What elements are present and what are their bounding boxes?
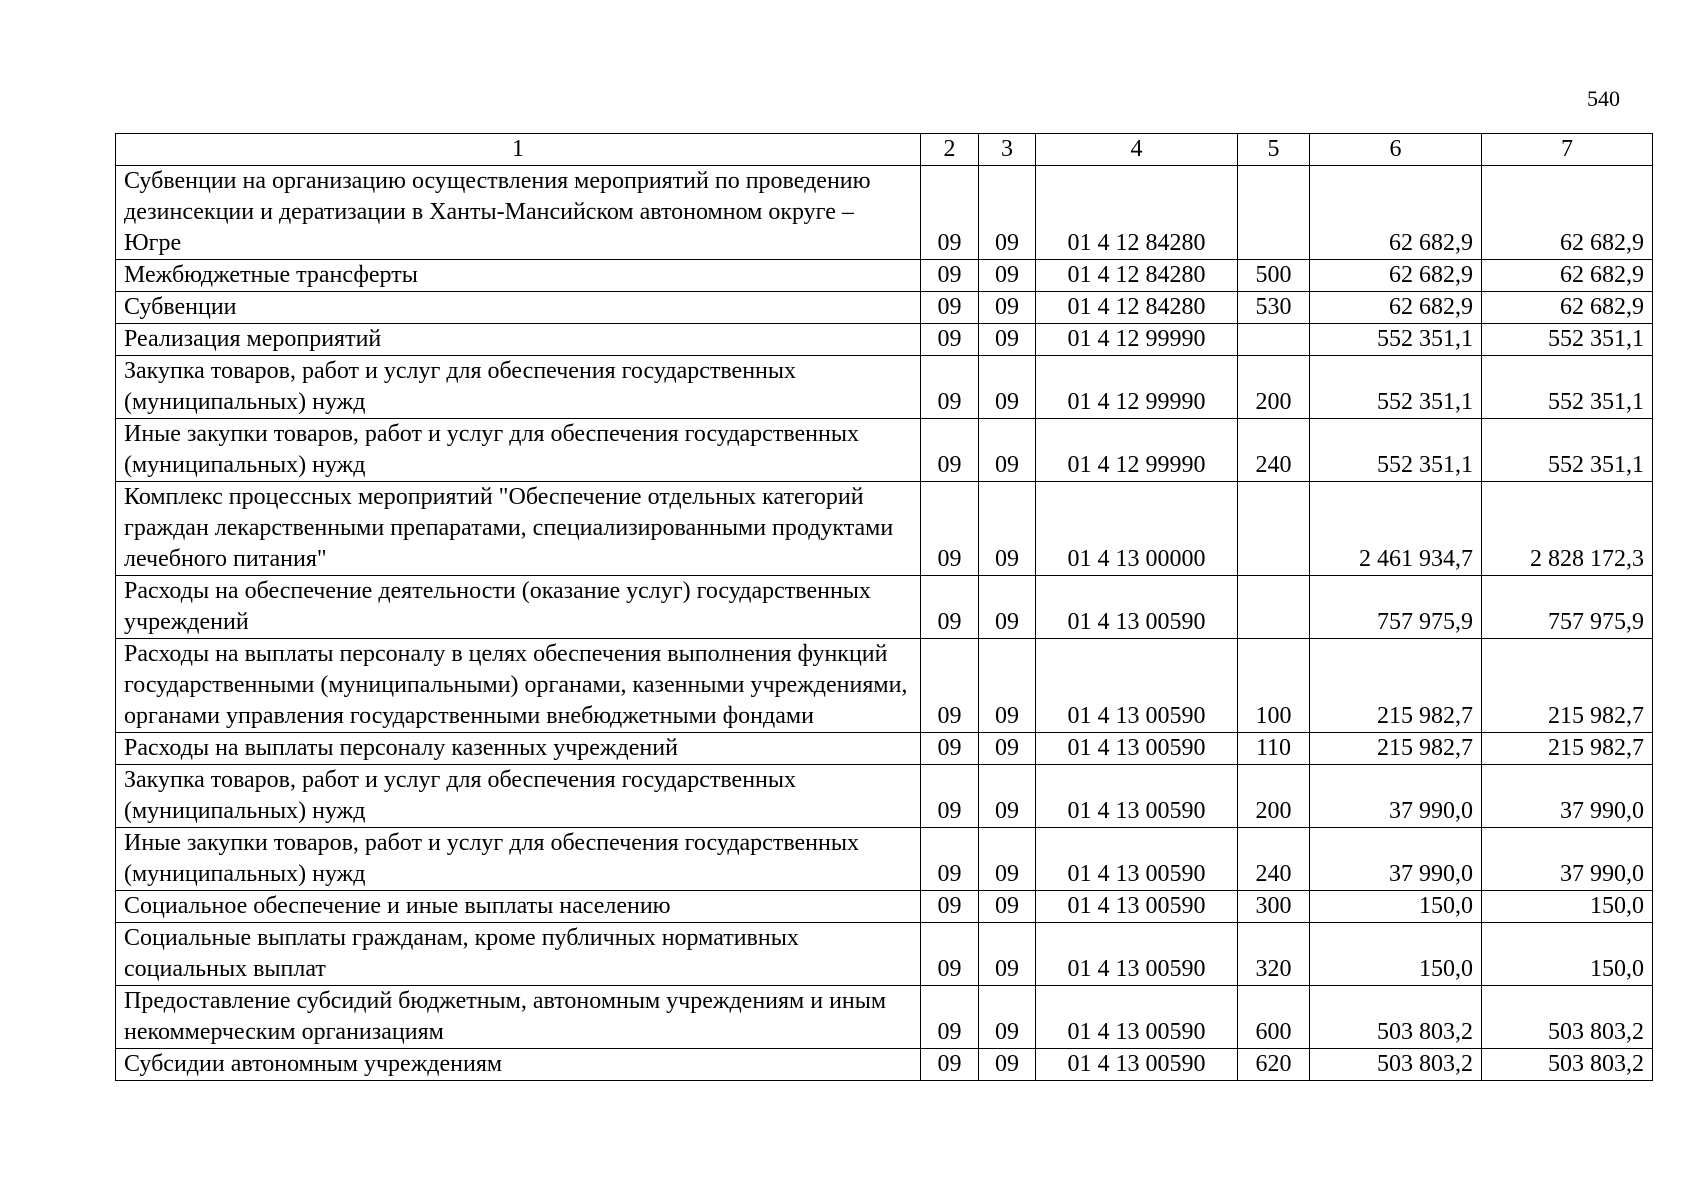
row-section: 09	[921, 482, 979, 576]
column-header-5: 5	[1238, 134, 1310, 166]
row-name: Социальное обеспечение и иные выплаты населению	[116, 891, 921, 923]
row-name: Реализация мероприятий	[116, 324, 921, 356]
row-target-article: 01 4 13 00590	[1036, 986, 1238, 1049]
row-expense-type: 240	[1238, 419, 1310, 482]
row-section: 09	[921, 639, 979, 733]
row-amount-col7: 552 351,1	[1482, 324, 1653, 356]
table-row	[116, 260, 1653, 292]
row-target-article: 01 4 13 00590	[1036, 733, 1238, 765]
row-subsection: 09	[979, 482, 1036, 576]
row-name: Межбюджетные трансферты	[116, 260, 921, 292]
row-name: Субвенции	[116, 292, 921, 324]
row-subsection: 09	[979, 923, 1036, 986]
row-subsection: 09	[979, 166, 1036, 260]
row-name: Предоставление субсидий бюджетным, автономным учреждениям и иным некоммерческим организациям	[116, 986, 921, 1049]
row-expense-type: 300	[1238, 891, 1310, 923]
row-section: 09	[921, 986, 979, 1049]
row-name: Комплекс процессных мероприятий "Обеспечение отдельных категорий граждан лекарственными препаратами, специализированными продуктами лечебного питания"	[116, 482, 921, 576]
row-amount-col7: 62 682,9	[1482, 166, 1653, 260]
table-row	[116, 923, 1653, 986]
row-target-article: 01 4 13 00000	[1036, 482, 1238, 576]
row-expense-type	[1238, 482, 1310, 576]
row-amount-col7: 150,0	[1482, 923, 1653, 986]
row-section: 09	[921, 419, 979, 482]
row-amount-col7: 62 682,9	[1482, 260, 1653, 292]
column-header-1: 1	[116, 134, 921, 166]
row-section: 09	[921, 828, 979, 891]
row-expense-type: 620	[1238, 1049, 1310, 1081]
table-row	[116, 639, 1653, 733]
row-section: 09	[921, 356, 979, 419]
row-target-article: 01 4 12 84280	[1036, 166, 1238, 260]
row-expense-type: 100	[1238, 639, 1310, 733]
row-subsection: 09	[979, 733, 1036, 765]
row-amount-col7: 552 351,1	[1482, 419, 1653, 482]
row-name: Расходы на обеспечение деятельности (оказание услуг) государственных учреждений	[116, 576, 921, 639]
table-row	[116, 576, 1653, 639]
row-section: 09	[921, 166, 979, 260]
row-amount-col6: 37 990,0	[1310, 765, 1482, 828]
row-expense-type: 200	[1238, 765, 1310, 828]
row-name: Закупка товаров, работ и услуг для обеспечения государственных (муниципальных) нужд	[116, 356, 921, 419]
row-target-article: 01 4 13 00590	[1036, 639, 1238, 733]
row-target-article: 01 4 13 00590	[1036, 576, 1238, 639]
row-amount-col6: 215 982,7	[1310, 733, 1482, 765]
row-amount-col7: 215 982,7	[1482, 733, 1653, 765]
budget-table	[115, 133, 1653, 1081]
row-expense-type: 240	[1238, 828, 1310, 891]
page-number: 540	[1587, 86, 1620, 111]
row-name: Закупка товаров, работ и услуг для обеспечения государственных (муниципальных) нужд	[116, 765, 921, 828]
row-expense-type	[1238, 324, 1310, 356]
row-subsection: 09	[979, 765, 1036, 828]
row-name: Социальные выплаты гражданам, кроме публичных нормативных социальных выплат	[116, 923, 921, 986]
row-expense-type	[1238, 166, 1310, 260]
row-expense-type: 500	[1238, 260, 1310, 292]
row-subsection: 09	[979, 1049, 1036, 1081]
row-section: 09	[921, 292, 979, 324]
row-expense-type: 200	[1238, 356, 1310, 419]
row-amount-col6: 150,0	[1310, 923, 1482, 986]
row-target-article: 01 4 12 99990	[1036, 419, 1238, 482]
row-amount-col6: 150,0	[1310, 891, 1482, 923]
row-section: 09	[921, 576, 979, 639]
column-header-2: 2	[921, 134, 979, 166]
table-row	[116, 733, 1653, 765]
table-row	[116, 765, 1653, 828]
table-row	[116, 891, 1653, 923]
row-amount-col7: 150,0	[1482, 891, 1653, 923]
column-header-7: 7	[1482, 134, 1653, 166]
row-subsection: 09	[979, 324, 1036, 356]
row-amount-col6: 552 351,1	[1310, 356, 1482, 419]
row-section: 09	[921, 260, 979, 292]
row-subsection: 09	[979, 639, 1036, 733]
row-expense-type: 320	[1238, 923, 1310, 986]
row-expense-type: 600	[1238, 986, 1310, 1049]
column-header-3: 3	[979, 134, 1036, 166]
row-name: Иные закупки товаров, работ и услуг для обеспечения государственных (муниципальных) нужд	[116, 419, 921, 482]
row-subsection: 09	[979, 891, 1036, 923]
table-body	[116, 166, 1653, 1081]
row-expense-type: 110	[1238, 733, 1310, 765]
row-target-article: 01 4 13 00590	[1036, 923, 1238, 986]
row-amount-col6: 62 682,9	[1310, 260, 1482, 292]
row-name: Расходы на выплаты персоналу в целях обеспечения выполнения функций государственными (муниципальными) органами, казенными учреждениями, органами управления государственными внебюджетными фондами	[116, 639, 921, 733]
row-amount-col7: 503 803,2	[1482, 1049, 1653, 1081]
table-row	[116, 986, 1653, 1049]
row-expense-type	[1238, 576, 1310, 639]
row-subsection: 09	[979, 576, 1036, 639]
row-amount-col6: 552 351,1	[1310, 419, 1482, 482]
row-section: 09	[921, 891, 979, 923]
row-section: 09	[921, 733, 979, 765]
table-row	[116, 482, 1653, 576]
row-target-article: 01 4 13 00590	[1036, 891, 1238, 923]
row-subsection: 09	[979, 828, 1036, 891]
row-name: Расходы на выплаты персоналу казенных учреждений	[116, 733, 921, 765]
row-amount-col7: 37 990,0	[1482, 828, 1653, 891]
row-amount-col7: 215 982,7	[1482, 639, 1653, 733]
row-name: Субсидии автономным учреждениям	[116, 1049, 921, 1081]
row-amount-col6: 62 682,9	[1310, 292, 1482, 324]
row-amount-col6: 62 682,9	[1310, 166, 1482, 260]
row-amount-col6: 757 975,9	[1310, 576, 1482, 639]
row-amount-col6: 552 351,1	[1310, 324, 1482, 356]
header-row	[116, 134, 1653, 166]
table-row	[116, 356, 1653, 419]
column-header-6: 6	[1310, 134, 1482, 166]
row-name: Субвенции на организацию осуществления мероприятий по проведению дезинсекции и дератизации в Ханты-Мансийском автономном округе – Югре	[116, 166, 921, 260]
row-amount-col6: 215 982,7	[1310, 639, 1482, 733]
row-subsection: 09	[979, 260, 1036, 292]
row-amount-col6: 503 803,2	[1310, 1049, 1482, 1081]
row-target-article: 01 4 12 99990	[1036, 356, 1238, 419]
row-name: Иные закупки товаров, работ и услуг для обеспечения государственных (муниципальных) нужд	[116, 828, 921, 891]
row-amount-col6: 503 803,2	[1310, 986, 1482, 1049]
row-subsection: 09	[979, 419, 1036, 482]
row-subsection: 09	[979, 986, 1036, 1049]
row-expense-type: 530	[1238, 292, 1310, 324]
row-target-article: 01 4 12 84280	[1036, 260, 1238, 292]
row-target-article: 01 4 13 00590	[1036, 828, 1238, 891]
table-row	[116, 324, 1653, 356]
table-row	[116, 1049, 1653, 1081]
row-section: 09	[921, 923, 979, 986]
row-amount-col7: 62 682,9	[1482, 292, 1653, 324]
row-target-article: 01 4 13 00590	[1036, 1049, 1238, 1081]
row-amount-col7: 2 828 172,3	[1482, 482, 1653, 576]
column-header-4: 4	[1036, 134, 1238, 166]
row-target-article: 01 4 12 84280	[1036, 292, 1238, 324]
row-subsection: 09	[979, 356, 1036, 419]
row-amount-col6: 37 990,0	[1310, 828, 1482, 891]
row-amount-col7: 503 803,2	[1482, 986, 1653, 1049]
row-section: 09	[921, 765, 979, 828]
row-section: 09	[921, 1049, 979, 1081]
row-target-article: 01 4 13 00590	[1036, 765, 1238, 828]
table-row	[116, 166, 1653, 260]
row-amount-col7: 552 351,1	[1482, 356, 1653, 419]
table-row	[116, 419, 1653, 482]
row-section: 09	[921, 324, 979, 356]
table-row	[116, 292, 1653, 324]
row-subsection: 09	[979, 292, 1036, 324]
row-amount-col6: 2 461 934,7	[1310, 482, 1482, 576]
table-row	[116, 828, 1653, 891]
row-amount-col7: 37 990,0	[1482, 765, 1653, 828]
row-amount-col7: 757 975,9	[1482, 576, 1653, 639]
row-target-article: 01 4 12 99990	[1036, 324, 1238, 356]
